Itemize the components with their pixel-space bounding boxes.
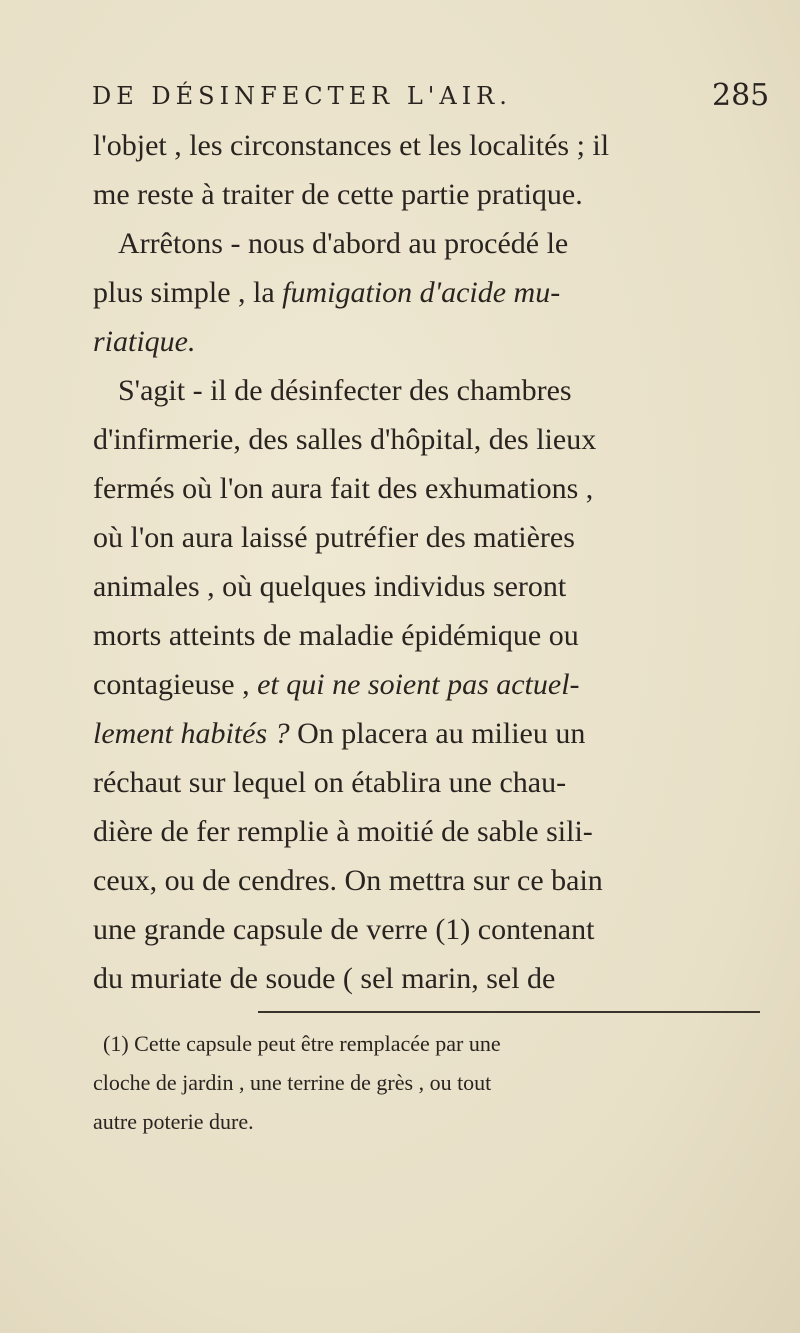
footnote-line: (1) Cette capsule peut être remplacée par une xyxy=(103,1031,501,1056)
text-line: où l'on aura laissé putréfier des matières xyxy=(93,521,575,554)
text-line: une grande capsule de verre (1) contenant xyxy=(93,913,595,946)
text-line: riatique. xyxy=(93,325,196,358)
running-title: DE DÉSINFECTER L'AIR. xyxy=(92,82,512,110)
italic-span: lement habités ? xyxy=(93,717,290,750)
text-line: me reste à traiter de cette partie pratique. xyxy=(93,178,583,211)
text-line: animales , où quelques individus seront xyxy=(93,570,567,603)
text-line: du muriate de soude ( sel marin, sel de xyxy=(93,962,556,995)
text-line: ceux, ou de cendres. On mettra sur ce bain xyxy=(93,864,603,897)
text-line: dière de fer remplie à moitié de sable sili- xyxy=(93,815,593,848)
italic-span: et qui ne soient pas actuel- xyxy=(257,668,580,701)
text-line xyxy=(93,667,580,703)
page-number: 285 xyxy=(712,78,770,113)
footnote-line: autre poterie dure. xyxy=(93,1109,254,1134)
text-line: S'agit - il de désinfecter des chambres xyxy=(118,374,572,407)
text-span: contagieuse , xyxy=(93,668,258,701)
text-line: d'infirmerie, des salles d'hôpital, des lieux xyxy=(93,423,597,456)
text-line xyxy=(93,275,560,311)
text-line: fermés où l'on aura fait des exhumations , xyxy=(93,472,594,505)
text-line xyxy=(93,716,585,752)
running-header xyxy=(0,78,800,118)
text-line: l'objet , les circonstances et les localités ; il xyxy=(93,129,610,162)
footnote-line: cloche de jardin , une terrine de grès , ou tout xyxy=(93,1070,492,1095)
text-span: plus simple , la xyxy=(93,276,283,309)
text-line: réchaut sur lequel on établira une chau- xyxy=(93,766,567,799)
italic-span: fumigation d'acide mu- xyxy=(282,276,561,309)
text-line: Arrêtons - nous d'abord au procédé le xyxy=(118,227,569,260)
text-line: morts atteints de maladie épidémique ou xyxy=(93,619,579,652)
text-span: On placera au milieu un xyxy=(289,717,586,750)
footnote-rule xyxy=(258,1011,760,1013)
